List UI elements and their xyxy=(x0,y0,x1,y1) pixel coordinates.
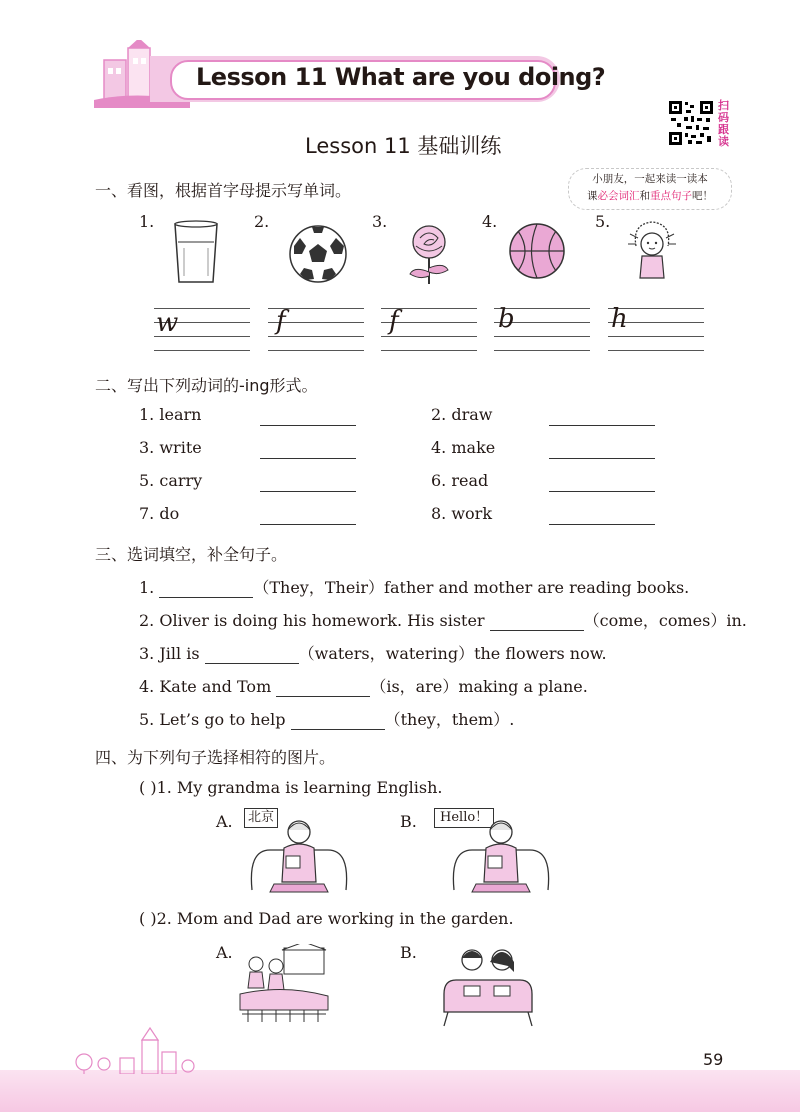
verb-item: 4. make xyxy=(431,438,496,457)
sentence-4: 4. Kate and Tom （is，are）making a plane. xyxy=(139,677,588,696)
option-b-label[interactable]: B. xyxy=(400,812,417,831)
part2-heading: 二、写出下列动词的-ing形式。 xyxy=(95,376,318,395)
bubble-line-2: 课必会词汇和重点句子吧！ xyxy=(587,190,713,202)
option-a-label[interactable]: A. xyxy=(216,812,233,831)
answer-blank[interactable] xyxy=(159,578,253,598)
reading-tip-bubble xyxy=(568,168,732,210)
lesson-title: Lesson 11 What are you doing? xyxy=(196,63,606,91)
beijing-sign: 北京 xyxy=(244,808,278,828)
item-number: 4. xyxy=(482,212,498,231)
verb-item: 5. carry xyxy=(139,471,203,490)
answer-blank[interactable] xyxy=(549,425,655,426)
verb-item: 2. draw xyxy=(431,405,493,424)
hint-letter: w xyxy=(156,308,179,338)
football-icon xyxy=(288,224,348,284)
qr-label: 扫码跟读 xyxy=(718,99,729,148)
page-number: 59 xyxy=(703,1050,724,1069)
item-number: 3. xyxy=(372,212,388,231)
verb-item: 1. learn xyxy=(139,405,202,424)
answer-blank[interactable] xyxy=(276,677,370,697)
answer-blank[interactable] xyxy=(260,425,356,426)
question-2: ( )2. Mom and Dad are working in the garden. xyxy=(139,909,514,928)
answer-blank[interactable] xyxy=(260,524,356,525)
answer-blank[interactable] xyxy=(490,611,584,631)
hint-letter: f xyxy=(276,306,286,336)
part1-heading: 一、看图，根据首字母提示写单词。 xyxy=(95,181,352,200)
option-a-label[interactable]: A. xyxy=(216,943,233,962)
hello-sign: Hello！ xyxy=(434,808,494,828)
sentence-1: 1. （They，Their）father and mother are reading books. xyxy=(139,578,690,597)
hint-letter: b xyxy=(498,304,515,334)
hint-letter: f xyxy=(389,306,399,336)
hint-letter: h xyxy=(611,304,628,334)
grandma-reading-icon xyxy=(244,810,354,894)
item-number: 2. xyxy=(254,212,270,231)
bubble-line-1: 小朋友，一起来读一读本 xyxy=(592,173,708,185)
verb-item: 6. read xyxy=(431,471,489,490)
garden-scene-icon xyxy=(238,944,330,1026)
verb-item: 3. write xyxy=(139,438,202,457)
footer-band xyxy=(0,1070,800,1112)
grandma-reading-icon xyxy=(446,810,556,894)
rose-flower-icon xyxy=(404,222,454,286)
girl-hair-icon xyxy=(624,216,680,286)
footer-decoration-icon xyxy=(70,1022,200,1074)
verb-item: 8. work xyxy=(431,504,493,523)
item-number: 1. xyxy=(139,212,155,231)
glass-of-water-icon xyxy=(172,220,220,286)
answer-blank[interactable] xyxy=(549,458,655,459)
option-b-label[interactable]: B. xyxy=(400,943,417,962)
item-number: 5. xyxy=(595,212,611,231)
part4-heading: 四、为下列句子选择相符的图片。 xyxy=(95,748,336,767)
sentence-3: 3. Jill is （waters，watering）the flowers now. xyxy=(139,644,607,663)
answer-blank[interactable] xyxy=(549,524,655,525)
sentence-2: 2. Oliver is doing his homework. His sister （come，comes）in. xyxy=(139,611,747,630)
basketball-icon xyxy=(508,222,566,280)
couple-on-sofa-icon xyxy=(436,942,540,1028)
answer-blank[interactable] xyxy=(549,491,655,492)
sentence-5: 5. Let’s go to help （they，them）. xyxy=(139,710,515,729)
answer-blank[interactable] xyxy=(205,644,299,664)
answer-blank[interactable] xyxy=(291,710,385,730)
qr-code-icon[interactable] xyxy=(668,100,714,146)
answer-blank[interactable] xyxy=(260,458,356,459)
verb-item: 7. do xyxy=(139,504,180,523)
question-1: ( )1. My grandma is learning English. xyxy=(139,778,443,797)
part3-heading: 三、选词填空，补全句子。 xyxy=(95,545,288,564)
answer-blank[interactable] xyxy=(260,491,356,492)
section-title: Lesson 11 基础训练 xyxy=(305,134,502,158)
